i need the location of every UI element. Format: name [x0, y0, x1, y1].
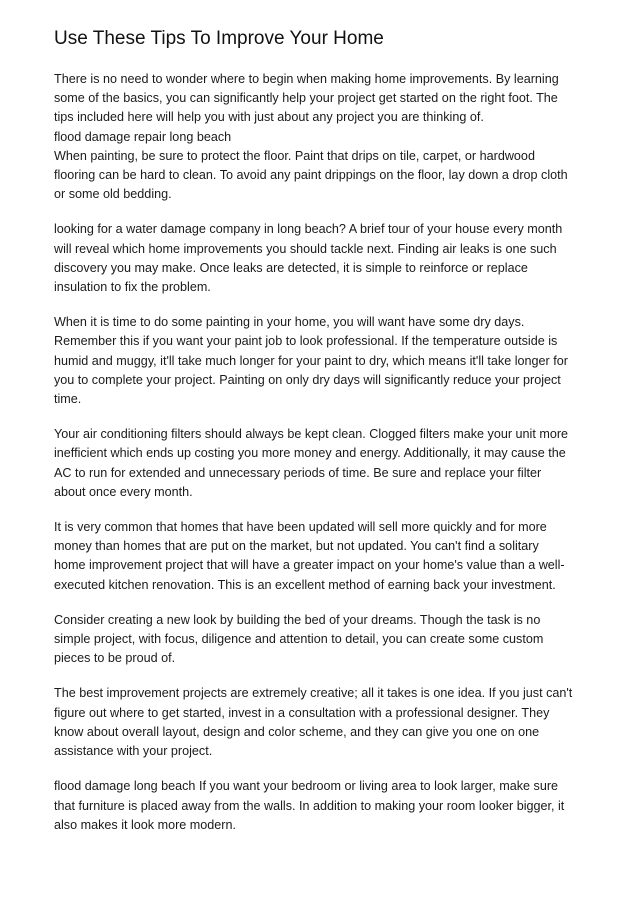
- paragraph-line: inefficient which ends up costing you more money and energy. Additionally, it may cause the: [54, 446, 566, 461]
- paragraph-kitchen-renovation: [54, 518, 594, 595]
- paragraph-line: will reveal which home improvements you should tackle next. Finding air leaks is one such: [54, 241, 557, 256]
- paragraph-line: AC to run for extended and unnecessary periods of time. Be sure and replace your filter: [54, 465, 542, 480]
- paragraph-line: looking for a water damage company in long beach? A brief tour of your house every month: [54, 222, 563, 237]
- document-page: [54, 26, 594, 835]
- paragraph-line: assistance with your project.: [54, 744, 213, 759]
- paragraph-line: some of the basics, you can significantly help your project get started on the right foot. The: [54, 91, 558, 106]
- paragraph-designer-consultation: [54, 684, 594, 761]
- paragraph-line: tips included here will help you with just about any project you are thinking of.: [54, 110, 484, 125]
- paragraph-line: that furniture is placed away from the walls. In addition to making your room looker bigger, it: [54, 798, 565, 813]
- paragraph-line: or some old bedding.: [54, 187, 172, 202]
- paragraph-line: figure out where to get started, invest in a consultation with a professional designer. They: [54, 705, 550, 720]
- paragraph-line: flooring can be hard to clean. To avoid any paint drippings on the floor, lay down a drop cloth: [54, 168, 568, 183]
- paragraph-painting-floor: [54, 128, 594, 205]
- paragraph-line: discovery you may make. Once leaks are detected, it is simple to reinforce or replace: [54, 260, 528, 275]
- paragraph-line: executed kitchen renovation. This is an excellent method of earning back your investment.: [54, 577, 556, 592]
- paragraph-line: The best improvement projects are extremely creative; all it takes is one idea. If you just can't: [54, 686, 573, 701]
- paragraph-line: about once every month.: [54, 484, 193, 499]
- paragraph-line: When it is time to do some painting in your home, you will want have some dry days.: [54, 315, 525, 330]
- paragraph-dry-days: [54, 313, 594, 409]
- paragraph-line: pieces to be proud of.: [54, 651, 176, 666]
- paragraph-line: There is no need to wonder where to begin when making home improvements. By learning: [54, 72, 559, 86]
- paragraph-line: simple project, with focus, diligence and attention to detail, you can create some custom: [54, 632, 544, 647]
- paragraph-line: you to complete your project. Painting on only dry days will significantly reduce your project: [54, 372, 561, 387]
- paragraph-intro: [54, 70, 594, 128]
- paragraph-line: Remember this if you want your paint job to look professional. If the temperature outside is: [54, 334, 558, 349]
- paragraph-line: humid and muggy, it'll take much longer for your paint to dry, which means it'll take longer for: [54, 353, 568, 368]
- paragraph-line: home improvement project that will have a greater impact on your home's value than a well-: [54, 558, 565, 573]
- paragraph-ac-filters: [54, 425, 594, 502]
- paragraph-line: insulation to fix the problem.: [54, 280, 211, 295]
- paragraph-line: When painting, be sure to protect the floor. Paint that drips on tile, carpet, or hardwood: [54, 148, 535, 163]
- paragraph-line: Consider creating a new look by building the bed of your dreams. Though the task is no: [54, 612, 541, 627]
- paragraph-house-tour: [54, 220, 594, 297]
- paragraph-line: know about overall layout, design and color scheme, and they can give you one on one: [54, 724, 540, 739]
- paragraph-bed-project: [54, 611, 594, 669]
- paragraph-line: money than homes that are put on the market, but not updated. You can't find a solitary: [54, 539, 539, 554]
- paragraph-furniture-placement: [54, 777, 594, 835]
- paragraph-line: It is very common that homes that have been updated will sell more quickly and for more: [54, 520, 547, 535]
- paragraph-line: Your air conditioning filters should always be kept clean. Clogged filters make your unit more: [54, 427, 569, 442]
- paragraph-line: flood damage long beach If you want your bedroom or living area to look larger, make sure: [54, 779, 559, 794]
- document-title: Use These Tips To Improve Your Home: [54, 28, 384, 49]
- paragraph-line: also makes it look more modern.: [54, 817, 236, 832]
- paragraph-line: flood damage repair long beach: [54, 129, 232, 144]
- paragraph-line: time.: [54, 392, 82, 407]
